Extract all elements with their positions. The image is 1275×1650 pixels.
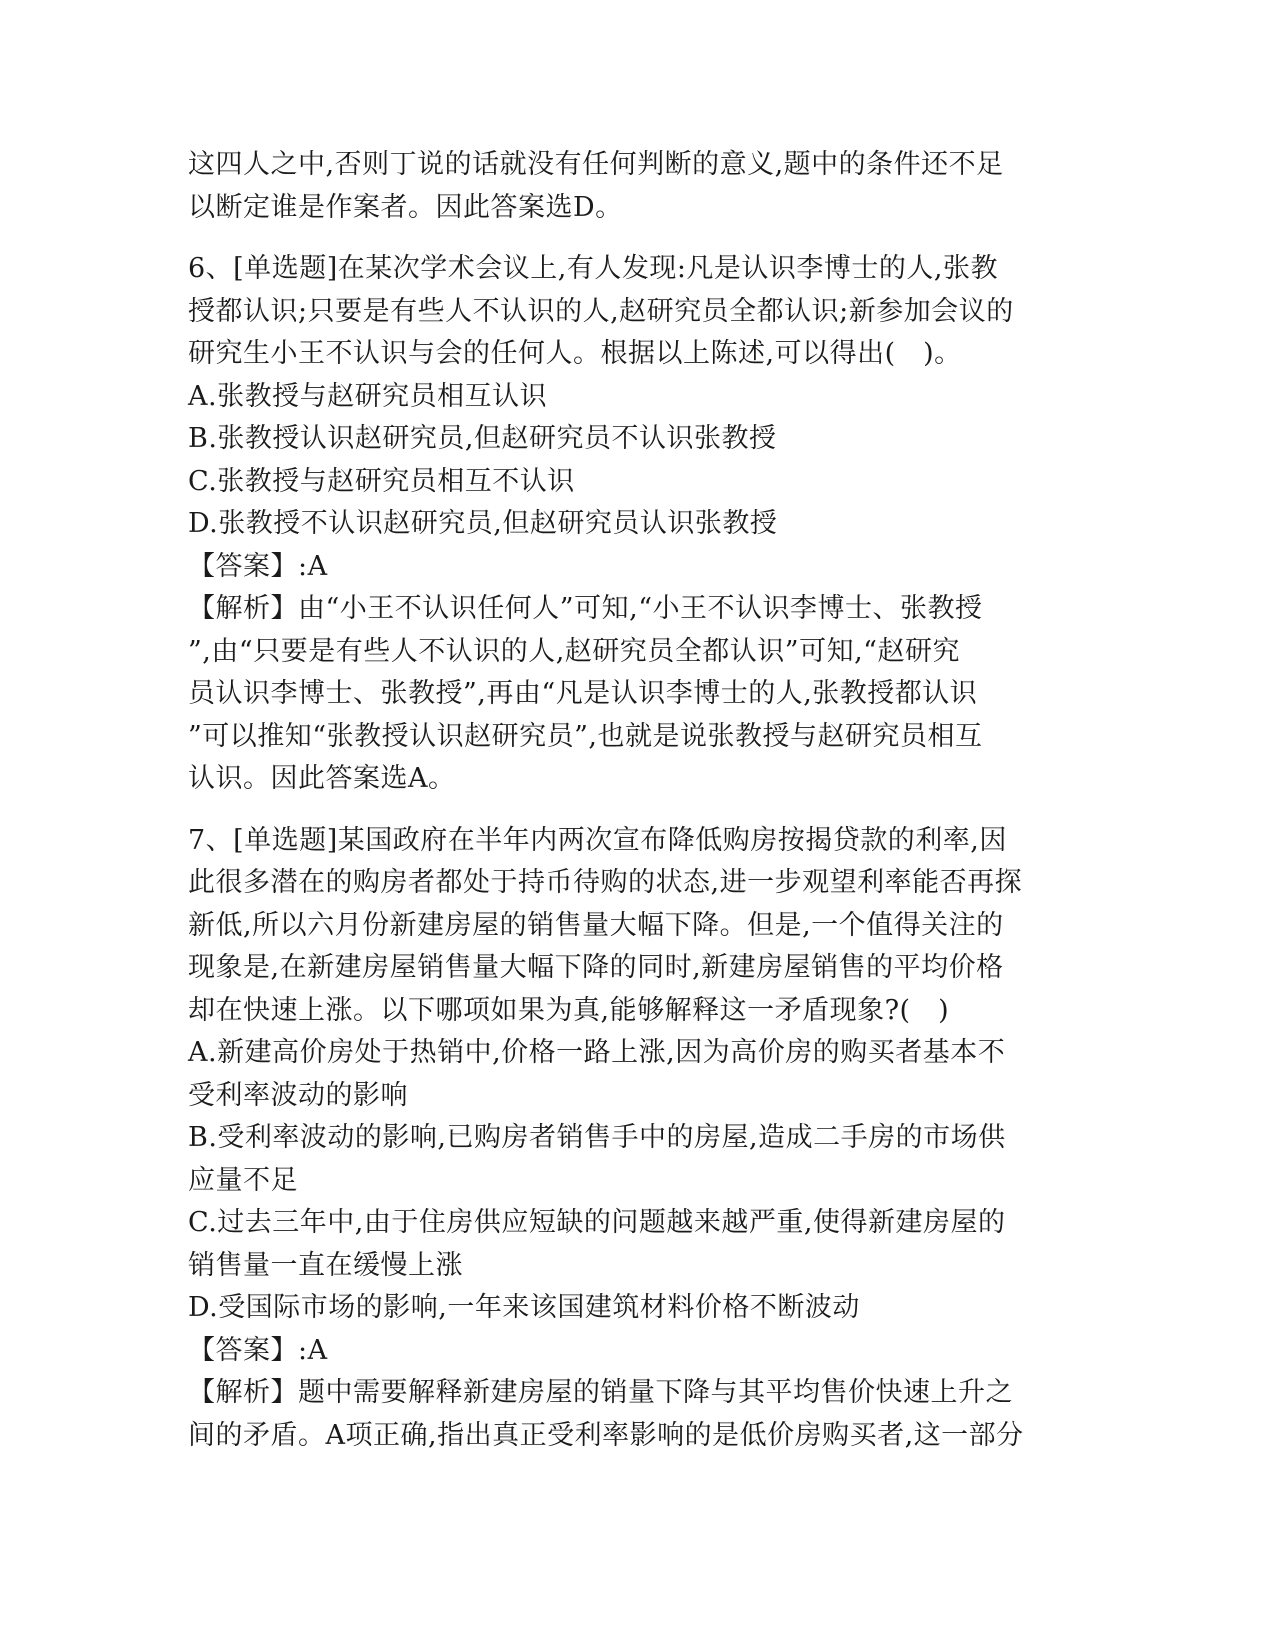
question-6-analysis <box>188 588 1088 801</box>
option-c: C.张教授与赵研究员相互不认识 <box>188 465 575 497</box>
text-line: 授都认识;只要是有些人不认识的人,赵研究员全都认识;新参加会议的 <box>188 295 1014 327</box>
text-line: 却在快速上涨。以下哪项如果为真,能够解释这一矛盾现象?( ) <box>188 994 950 1026</box>
question-6-options <box>188 376 1088 546</box>
option-d: D.受国际市场的影响,一年来该国建筑材料价格不断波动 <box>188 1292 860 1323</box>
question-6-stem <box>188 248 1088 376</box>
option-b: B.张教授认识赵研究员,但赵研究员不认识张教授 <box>188 423 777 454</box>
text-line: ”可以推知“张教授认识赵研究员”,也就是说张教授与赵研究员相互 <box>188 720 983 752</box>
question-7-analysis <box>188 1372 1088 1457</box>
option-a-continued: 受利率波动的影响 <box>188 1079 408 1111</box>
text-line: 【解析】题中需要解释新建房屋的销量下降与其平均售价快速上升之 <box>188 1377 1013 1408</box>
option-d: D.张教授不认识赵研究员,但赵研究员认识张教授 <box>188 508 778 539</box>
text-line: 员认识李博士、张教授”,再由“凡是认识李博士的人,张教授都认识 <box>188 678 978 709</box>
option-a: A.新建高价房处于热销中,价格一路上涨,因为高价房的购买者基本不 <box>188 1037 1006 1068</box>
text-line: 间的矛盾。A项正确,指出真正受利率影响的是低价房购买者,这一部分 <box>188 1419 1024 1451</box>
text-line: 认识。因此答案选A。 <box>188 763 456 794</box>
text-line: 此很多潜在的购房者都处于持币待购的状态,进一步观望利率能否再探 <box>188 867 1023 898</box>
text-line: 新低,所以六月份新建房屋的销售量大幅下降。但是,一个值得关注的 <box>188 909 1004 941</box>
question-6-answer: 【答案】:A <box>188 550 328 582</box>
document-page <box>188 144 1088 1457</box>
option-c-continued: 销售量一直在缓慢上涨 <box>188 1249 463 1281</box>
question-7-answer: 【答案】:A <box>188 1334 328 1366</box>
intro-paragraph <box>188 144 1088 229</box>
text-line: 研究生小王不认识与会的任何人。根据以上陈述,可以得出( )。 <box>188 338 962 369</box>
text-line: 以断定谁是作案者。因此答案选D。 <box>188 191 623 223</box>
question-7-stem <box>188 820 1088 1033</box>
question-7-options <box>188 1032 1088 1330</box>
text-line: ”,由“只要是有些人不认识的人,赵研究员全都认识”可知,“赵研究 <box>188 635 960 667</box>
option-b: B.受利率波动的影响,已购房者销售手中的房屋,造成二手房的市场供 <box>188 1122 1006 1153</box>
text-line: 这四人之中,否则丁说的话就没有任何判断的意义,题中的条件还不足 <box>188 149 1004 180</box>
question-7 <box>188 820 1088 1458</box>
text-line: 7、[单选题]某国政府在半年内两次宣布降低购房按揭贷款的利率,因 <box>188 824 1007 856</box>
text-line: 【解析】由“小王不认识任何人”可知,“小王不认识李博士、张教授 <box>188 593 983 624</box>
text-line: 现象是,在新建房屋销售量大幅下降的同时,新建房屋销售的平均价格 <box>188 952 1004 983</box>
option-b-continued: 应量不足 <box>188 1164 298 1196</box>
question-6 <box>188 248 1088 588</box>
text-line: 6、[单选题]在某次学术会议上,有人发现:凡是认识李博士的人,张教 <box>188 253 999 284</box>
option-c: C.过去三年中,由于住房供应短缺的问题越来越严重,使得新建房屋的 <box>188 1207 1006 1238</box>
option-a: A.张教授与赵研究员相互认识 <box>188 380 548 412</box>
